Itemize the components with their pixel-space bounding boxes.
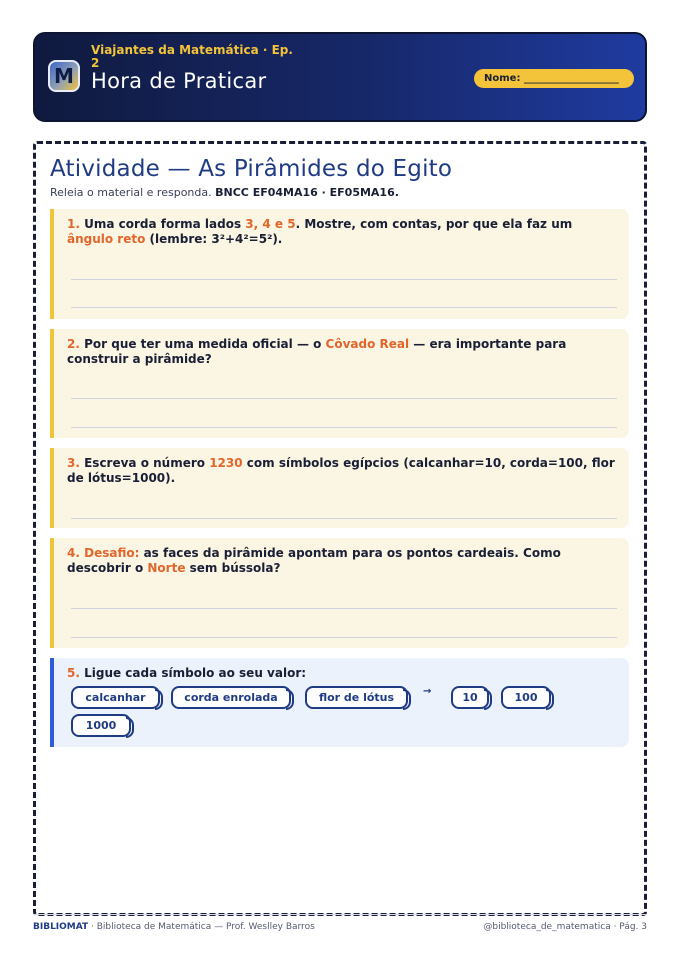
page-title: Hora de Praticar (91, 69, 267, 93)
activity-title: Atividade — As Pirâmides do Egito (50, 156, 453, 182)
question-number: 2. (67, 337, 80, 351)
footer-page-info: @biblioteca_de_matematica · Pág. 3 (483, 922, 647, 932)
bncc-codes: BNCC EF04MA16 · EF05MA16. (215, 186, 399, 199)
question-4-text: 4. Desafio: as faces da pirâmide apontam para os pontos cardeais. Como descobrir o Norte sem bússola? (67, 546, 561, 575)
activity-subtitle (50, 186, 399, 199)
answer-line[interactable] (71, 608, 617, 609)
answer-line[interactable] (71, 637, 617, 638)
footer-credit: BIBLIOMAT · Biblioteca de Matemática — Prof. Weslley Barros (33, 922, 315, 932)
question-4 (50, 538, 629, 648)
question-3-text: 3. Escreva o número 1230 com símbolos egípcios (calcanhar=10, corda=100, flor de lótus=1000). (67, 456, 615, 485)
answer-line[interactable] (71, 279, 617, 280)
challenge-label: Desafio: (84, 546, 140, 560)
highlight: ângulo reto (67, 232, 146, 246)
header-banner (33, 32, 647, 122)
question-number: 5. (67, 666, 80, 680)
name-field[interactable]: Nome: ___________________ (474, 69, 634, 88)
footer-divider (33, 914, 647, 915)
series-label: Viajantes da Matemática · Ep. 2 (91, 43, 293, 70)
symbol-chip-flor-de-lotus[interactable]: flor de lótus (305, 686, 408, 709)
answer-line[interactable] (71, 398, 617, 399)
question-number: 4. (67, 546, 80, 560)
answer-line[interactable] (71, 307, 617, 308)
question-2 (50, 329, 629, 438)
value-chip-1000[interactable]: 1000 (71, 714, 131, 737)
highlight: Côvado Real (325, 337, 410, 351)
question-5 (50, 658, 629, 747)
question-3 (50, 448, 629, 528)
question-1 (50, 209, 629, 319)
highlight: 1230 (209, 456, 243, 470)
answer-line[interactable] (71, 518, 617, 519)
arrow-icon: → (423, 686, 432, 697)
activity-instruction: Releia o material e responda. (50, 186, 216, 199)
value-chip-10[interactable]: 10 (451, 686, 489, 709)
logo-icon (48, 60, 80, 92)
question-number: 3. (67, 456, 80, 470)
symbol-chip-calcanhar[interactable]: calcanhar (71, 686, 160, 709)
value-chip-100[interactable]: 100 (501, 686, 551, 709)
question-5-text: 5. Ligue cada símbolo ao seu valor: (67, 666, 307, 680)
answer-line[interactable] (71, 427, 617, 428)
logo-letter: M (54, 64, 74, 88)
question-number: 1. (67, 217, 80, 231)
highlight: Norte (147, 561, 186, 575)
question-1-text: 1. Uma corda forma lados 3, 4 e 5. Mostre, com contas, por que ela faz um ângulo reto (lembre: 3²+4²=5²). (67, 217, 573, 246)
highlight: 3, 4 e 5 (245, 217, 296, 231)
question-2-text: 2. Por que ter uma medida oficial — o Côvado Real — era importante para construir a pirâmide? (67, 337, 567, 366)
symbol-chip-corda-enrolada[interactable]: corda enrolada (171, 686, 291, 709)
footer-brand: BIBLIOMAT (33, 922, 89, 932)
